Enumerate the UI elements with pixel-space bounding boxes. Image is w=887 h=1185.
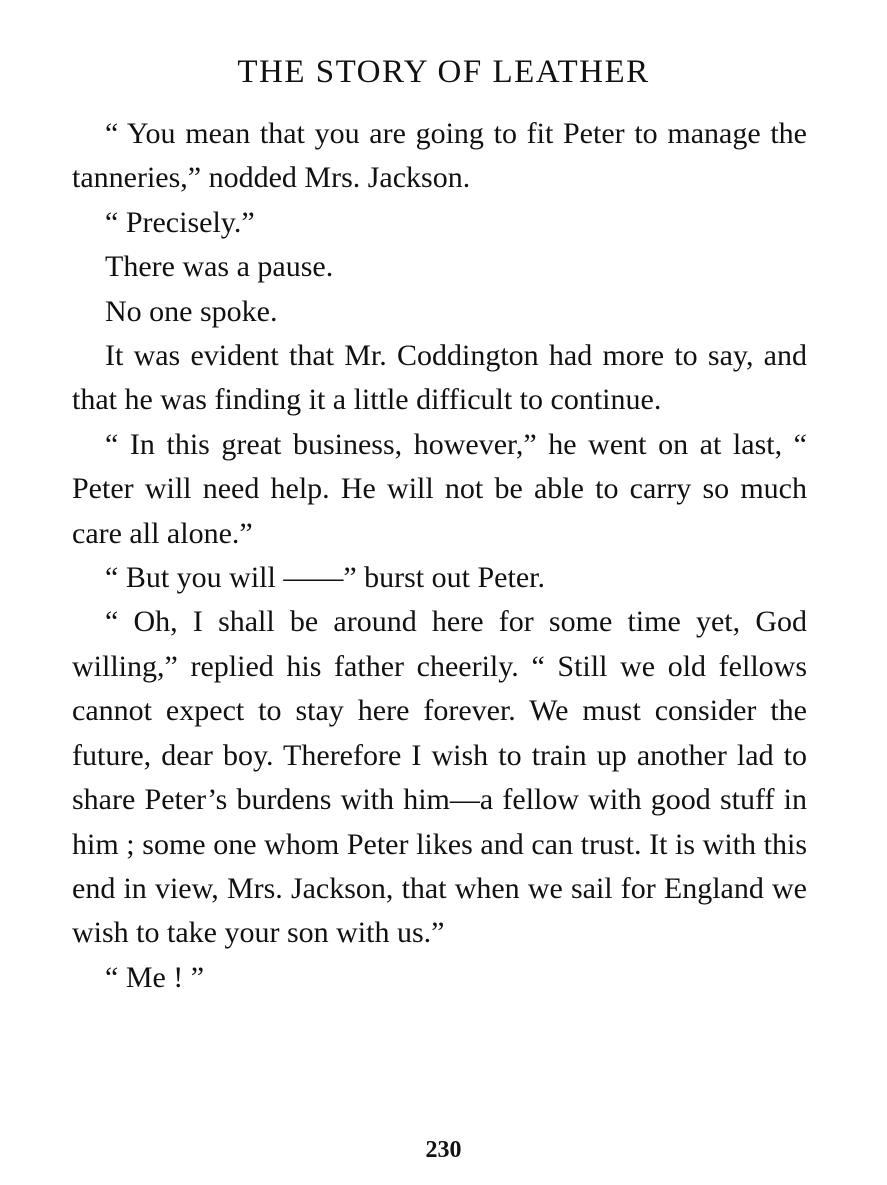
- paragraph-1: “ You mean that you are going to fit Peter to manage the tanneries,” nodded Mrs. Jackson.: [72, 117, 807, 195]
- paragraph-8: “ Oh, I shall be around here for some time yet, God willing,” replied his father cheerily. “ Still we old fellows cannot expect to stay here forever. We must consider the future, dear boy. Therefore I wish to train up another lad to share Peter’s burdens with him—a fellow with good stuff in him ; some one whom Peter likes and can trust. It is with this end in view, Mrs. Jackson, that when we sail for England we wish to take your son with us.”: [72, 605, 807, 950]
- paragraph-3: There was a pause.: [105, 250, 334, 284]
- paragraph-6: “ In this great business, however,” he went on at last, “ Peter will need help. He will not be able to carry so much care all alone.”: [72, 427, 807, 550]
- paragraph-7: “ But you will ——” burst out Peter.: [105, 561, 545, 595]
- paragraph-2: “ Precisely.”: [105, 205, 255, 239]
- body-text: [72, 112, 807, 1000]
- page-number: 230: [425, 1137, 462, 1163]
- running-head: THE STORY OF LEATHER: [237, 54, 650, 90]
- paragraph-4: No one spoke.: [105, 294, 278, 328]
- paragraph-9: “ Me ! ”: [105, 960, 205, 994]
- paragraph-5: It was evident that Mr. Coddington had more to say, and that he was finding it a little difficult to continue.: [72, 339, 807, 417]
